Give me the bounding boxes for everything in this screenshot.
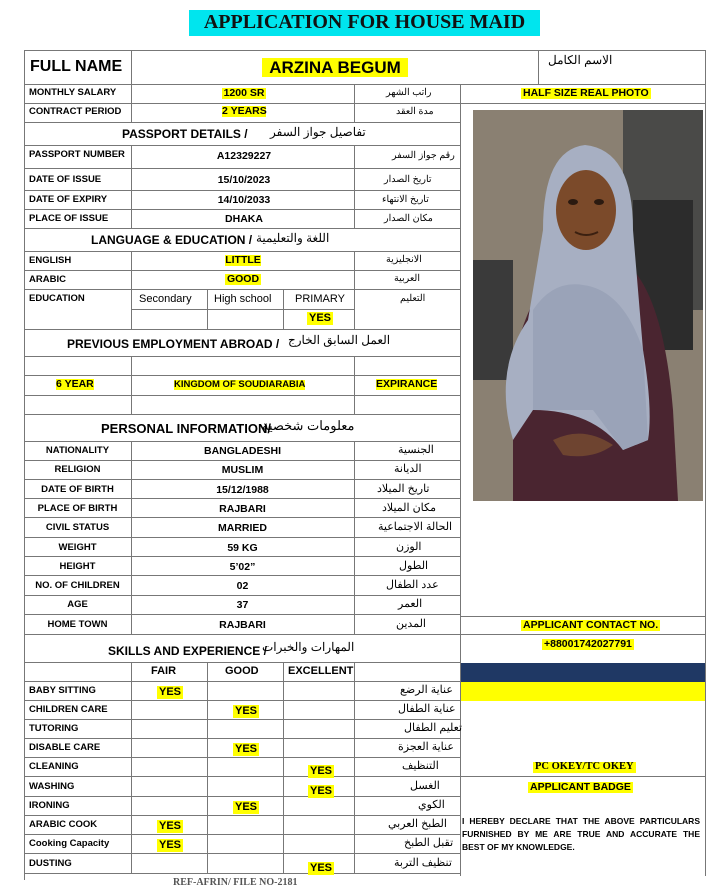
- skill-row-arabic: التنظيف: [402, 760, 439, 772]
- place-of-issue-arabic: مكان الصدار: [384, 213, 433, 224]
- skill-row-arabic: الطبخ العربي: [388, 818, 447, 830]
- english-label: ENGLISH: [29, 255, 72, 266]
- skill-row-mark: YES: [159, 820, 182, 832]
- skill-row-label: Cooking Capacity: [29, 838, 110, 849]
- personal-row-arabic: الوزن: [396, 541, 422, 553]
- personal-row-arabic: الحالة الاجتماعية: [378, 521, 453, 533]
- yellow-band: [461, 682, 705, 701]
- applicant-badge-label: APPLICANT BADGE: [530, 781, 631, 793]
- personal-row-value: MARRIED: [218, 522, 267, 534]
- skill-row-mark: YES: [310, 765, 333, 777]
- skill-row-mark: YES: [235, 801, 258, 813]
- date-of-expiry-arabic: تاريخ الانتهاء: [382, 194, 429, 205]
- skill-row-arabic: عناية العجزة: [398, 741, 454, 753]
- personal-row-label: RELIGION: [54, 464, 101, 475]
- employment-type: EXPIRANCE: [376, 378, 438, 390]
- skills-section-header-arabic: المهارات والخبرات: [262, 640, 355, 654]
- place-of-issue-label: PLACE OF ISSUE: [29, 213, 109, 224]
- navy-band: [461, 663, 705, 682]
- personal-row-label: HEIGHT: [59, 561, 96, 572]
- personal-row-value: MUSLIM: [221, 464, 264, 476]
- personal-row-label: AGE: [67, 599, 88, 610]
- place-of-issue-value: DHAKA: [225, 213, 263, 225]
- contract-period-arabic: مدة العقد: [396, 106, 434, 117]
- declaration-text: I HEREBY DECLARE THAT THE ABOVE PARTICULARS FURNISHED BY ME ARE TRUE AND ACCURATE THE BEST OF MY KNOWLEDGE.: [462, 816, 700, 852]
- personal-row-arabic: تاريخ الميلاد: [377, 483, 430, 495]
- personal-row-value: BANGLADESHI: [203, 445, 281, 457]
- education-col-primary: PRIMARY: [295, 293, 345, 305]
- footer-ref: REF-AFRIN/ FILE NO-2181: [173, 877, 298, 888]
- personal-row-label: CIVIL STATUS: [45, 522, 110, 533]
- passport-number-arabic: رقم جواز السفر: [392, 150, 455, 161]
- personal-row-label: HOME TOWN: [47, 619, 108, 630]
- employment-years: 6 YEAR: [56, 378, 94, 390]
- full-name-label: FULL NAME: [30, 58, 123, 75]
- employment-section-header: PREVIOUS EMPLOYMENT ABROAD /: [67, 337, 280, 351]
- skills-col-excellent: EXCELLENT: [288, 665, 354, 677]
- passport-section-header-arabic: تفاصيل جواز السفر: [270, 125, 366, 139]
- skill-row-label: WASHING: [29, 781, 75, 792]
- education-label: EDUCATION: [29, 293, 85, 304]
- date-of-expiry-label: DATE OF EXPIRY: [29, 194, 108, 205]
- passport-section-header: PASSPORT DETAILS /: [122, 127, 248, 141]
- skill-row-label: ARABIC COOK: [29, 819, 98, 830]
- personal-row-arabic: الطول: [399, 560, 429, 572]
- personal-row-label: NATIONALITY: [45, 445, 110, 456]
- monthly-salary-value: 1200 SR: [223, 87, 265, 99]
- personal-row-label: WEIGHT: [58, 542, 97, 553]
- contact-value: +88001742027791: [544, 638, 632, 650]
- skills-col-good: GOOD: [225, 665, 259, 677]
- passport-number-value: A12329227: [216, 150, 272, 162]
- skill-row-label: IRONING: [29, 800, 70, 811]
- contract-period-label: CONTRACT PERIOD: [29, 106, 122, 117]
- language-section-header: LANGUAGE & EDUCATION /: [91, 233, 253, 247]
- personal-section-header: PERSONAL INFORMATION/: [101, 421, 271, 436]
- arabic-arabic: العربية: [394, 273, 420, 284]
- arabic-value: GOOD: [226, 273, 260, 285]
- education-col-high-school: High school: [214, 293, 272, 305]
- skill-row-mark: YES: [310, 785, 333, 797]
- skill-row-label: CLEANING: [29, 761, 79, 772]
- skill-row-label: BABY SITTING: [29, 685, 96, 696]
- education-primary-mark: YES: [309, 312, 332, 324]
- personal-row-value: 15/12/1988: [216, 484, 269, 496]
- date-of-issue-label: DATE OF ISSUE: [29, 174, 102, 185]
- skill-row-arabic: تقبل الطبخ: [404, 837, 454, 849]
- skill-row-mark: YES: [159, 839, 182, 851]
- full-name-arabic: الاسم الكامل: [548, 53, 613, 67]
- passport-number-label: PASSPORT NUMBER: [29, 149, 125, 160]
- photo-label: HALF SIZE REAL PHOTO: [523, 87, 649, 99]
- arabic-label: ARABIC: [29, 274, 66, 285]
- education-arabic: التعليم: [400, 293, 426, 304]
- date-of-expiry-value: 14/10/2033: [217, 194, 271, 206]
- skill-row-label: CHILDREN CARE: [29, 704, 108, 715]
- personal-row-label: NO. OF CHILDREN: [35, 580, 120, 591]
- date-of-issue-value: 15/10/2023: [217, 174, 271, 186]
- personal-row-value: 02: [236, 580, 249, 592]
- skill-row-mark: YES: [310, 862, 333, 874]
- personal-row-arabic: الجنسية: [398, 444, 434, 456]
- skill-row-arabic: الغسل: [410, 780, 440, 792]
- skills-col-fair: FAIR: [151, 665, 177, 677]
- personal-row-arabic: العمر: [398, 598, 423, 610]
- monthly-salary-arabic: راتب الشهر: [386, 87, 432, 98]
- personal-row-label: DATE OF BIRTH: [41, 484, 114, 495]
- personal-row-arabic: الديانة: [394, 463, 422, 475]
- personal-row-label: PLACE OF BIRTH: [37, 503, 118, 514]
- skill-row-arabic: تعليم الطفال: [404, 722, 463, 734]
- pc-status: PC OKEY/TC OKEY: [535, 761, 634, 772]
- skills-section-header: SKILLS AND EXPERIENCE /: [108, 644, 267, 658]
- date-of-issue-arabic: تاريخ الصدار: [384, 174, 432, 185]
- contract-period-value: 2 YEARS: [222, 105, 267, 117]
- skill-row-label: DUSTING: [29, 858, 72, 869]
- personal-row-value: RAJBARI: [219, 503, 266, 515]
- english-value: LITTLE: [225, 254, 261, 266]
- personal-row-arabic: عدد الطفال: [386, 579, 439, 591]
- language-section-header-arabic: اللغة والتعليمية: [256, 231, 330, 245]
- personal-row-arabic: المدين: [396, 618, 426, 630]
- personal-row-value: RAJBARI: [219, 619, 266, 631]
- education-col-secondary: Secondary: [139, 293, 192, 305]
- skill-row-mark: YES: [235, 743, 258, 755]
- personal-row-value: 5’02”: [229, 561, 256, 573]
- skill-row-mark: YES: [235, 705, 258, 717]
- personal-section-header-arabic: معلومات شخصية: [262, 418, 355, 433]
- monthly-salary-label: MONTHLY SALARY: [29, 87, 117, 98]
- personal-row-value: 37: [236, 599, 249, 611]
- skill-row-label: TUTORING: [29, 723, 79, 734]
- skill-row-arabic: تنظيف التربة: [394, 857, 452, 869]
- contact-label: APPLICANT CONTACT NO.: [523, 619, 659, 631]
- english-arabic: الانجليزية: [386, 254, 422, 265]
- applicant-photo-image: [473, 110, 703, 501]
- skill-row-arabic: الكوي: [418, 799, 445, 811]
- page-title: APPLICATION FOR HOUSE MAID: [203, 11, 526, 33]
- employment-section-header-arabic: العمل السابق الخارج: [288, 333, 391, 347]
- full-name-value: ARZINA BEGUM: [262, 58, 408, 77]
- personal-row-arabic: مكان الميلاد: [382, 502, 437, 514]
- applicant-photo: [473, 110, 703, 501]
- skill-row-label: DISABLE CARE: [29, 742, 101, 753]
- personal-row-value: 59 KG: [227, 542, 258, 554]
- skill-row-mark: YES: [159, 686, 182, 698]
- skill-row-arabic: عناية الطفال: [398, 703, 456, 715]
- employment-country: KINGDOM OF SOUDIARABIA: [174, 379, 306, 390]
- skill-row-arabic: عناية الرضع: [400, 684, 453, 696]
